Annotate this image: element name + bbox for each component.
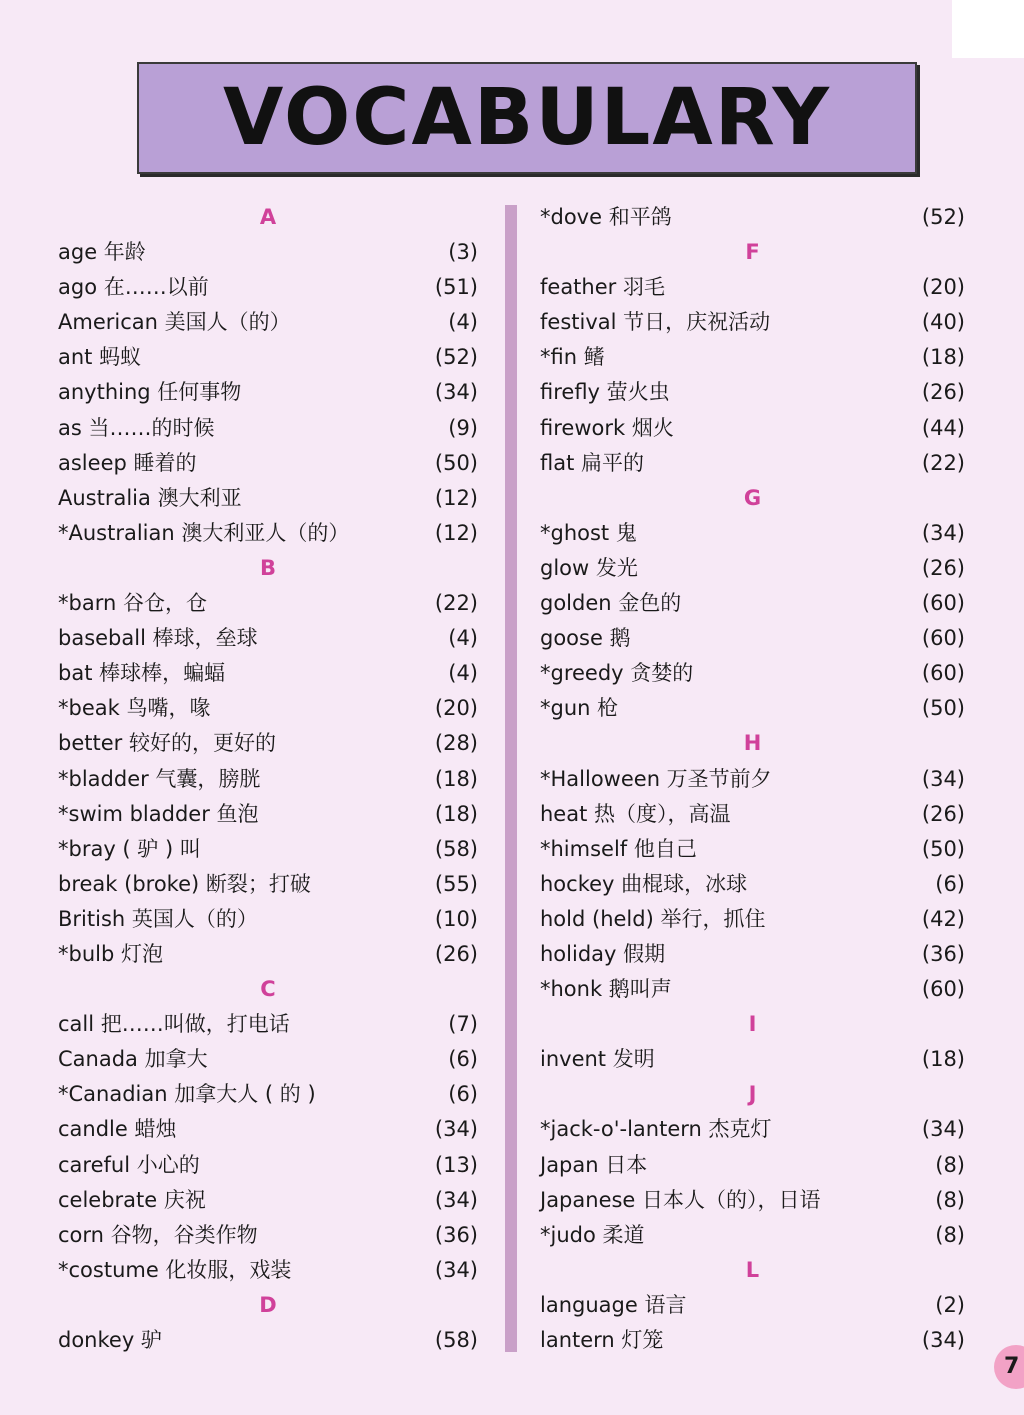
entry-word: *bladder 气囊，膀胱 bbox=[58, 766, 261, 791]
entry-word: *gun 枪 bbox=[540, 696, 619, 721]
entry-word: anything 任何事物 bbox=[58, 380, 242, 405]
letter-heading: D bbox=[259, 1292, 277, 1317]
vocabulary-entry bbox=[58, 726, 478, 761]
entry-word: *Canadian 加拿大人 ( 的 ) bbox=[58, 1082, 316, 1107]
entry-page-ref: (9) bbox=[448, 415, 478, 440]
vocabulary-entry bbox=[540, 1112, 965, 1147]
vocabulary-entry bbox=[540, 937, 965, 972]
entry-page-ref: (44) bbox=[921, 415, 965, 440]
entry-word: Australia 澳大利亚 bbox=[58, 485, 242, 510]
vocabulary-entry bbox=[540, 446, 965, 481]
letter-heading: C bbox=[260, 977, 276, 1002]
entry-page-ref: (58) bbox=[434, 1328, 478, 1352]
entry-word: break (broke) 断裂；打破 bbox=[58, 871, 311, 896]
vocabulary-entry bbox=[58, 832, 478, 867]
vocabulary-column-left bbox=[58, 200, 478, 1358]
vocabulary-entry bbox=[58, 1183, 478, 1218]
vocabulary-entry bbox=[540, 1148, 965, 1183]
entry-word: lantern 灯笼 bbox=[540, 1328, 664, 1352]
entry-word: candle 蜡烛 bbox=[58, 1117, 177, 1142]
entry-word: *bray ( 驴 ) 叫 bbox=[58, 836, 201, 861]
vocabulary-entry bbox=[540, 551, 965, 586]
vocabulary-entry bbox=[540, 902, 965, 937]
entry-page-ref: (8) bbox=[935, 1187, 965, 1212]
entry-word: bat 棒球棒，蝙蝠 bbox=[58, 661, 226, 686]
entry-page-ref: (55) bbox=[434, 871, 478, 896]
vocabulary-entry bbox=[540, 1183, 965, 1218]
entry-word: baseball 棒球，垒球 bbox=[58, 626, 258, 651]
entry-page-ref: (50) bbox=[921, 696, 965, 721]
entry-word: *himself 他自己 bbox=[540, 836, 697, 861]
entry-page-ref: (6) bbox=[935, 871, 965, 896]
entry-page-ref: (26) bbox=[921, 555, 965, 580]
vocabulary-entry bbox=[58, 762, 478, 797]
entry-page-ref: (40) bbox=[921, 310, 965, 335]
vocabulary-entry bbox=[540, 305, 965, 340]
entry-word: *dove 和平鸽 bbox=[540, 205, 672, 229]
entry-word: celebrate 庆祝 bbox=[58, 1187, 206, 1212]
entry-page-ref: (8) bbox=[935, 1152, 965, 1177]
entry-word: corn 谷物，谷类作物 bbox=[58, 1222, 258, 1247]
vocabulary-entry bbox=[58, 1007, 478, 1042]
vocabulary-entry bbox=[58, 656, 478, 691]
entry-word: asleep 睡着的 bbox=[58, 450, 197, 475]
vocabulary-entry bbox=[540, 691, 965, 726]
entry-word: *greedy 贪婪的 bbox=[540, 661, 694, 686]
vocabulary-entry bbox=[58, 1148, 478, 1183]
entry-page-ref: (34) bbox=[434, 380, 478, 405]
entry-page-ref: (26) bbox=[434, 941, 478, 966]
vocabulary-entry bbox=[540, 797, 965, 832]
entry-page-ref: (34) bbox=[921, 520, 965, 545]
vocabulary-entry bbox=[58, 305, 478, 340]
entry-word: firefly 萤火虫 bbox=[540, 380, 670, 405]
letter-heading: B bbox=[259, 555, 276, 580]
entry-word: *Australian 澳大利亚人（的） bbox=[58, 520, 350, 545]
vocabulary-entry bbox=[540, 972, 965, 1007]
entry-page-ref: (42) bbox=[921, 906, 965, 931]
vocabulary-entry bbox=[58, 481, 478, 516]
entry-page-ref: (22) bbox=[921, 450, 965, 475]
entry-page-ref: (34) bbox=[921, 1117, 965, 1142]
page-title: VOCABULARY bbox=[222, 73, 832, 163]
entry-word: *costume 化妆服，戏装 bbox=[58, 1257, 292, 1282]
vocabulary-entry bbox=[540, 762, 965, 797]
entry-word: language 语言 bbox=[540, 1292, 687, 1317]
entry-word: ant 蚂蚁 bbox=[58, 345, 142, 370]
page-number-tab bbox=[994, 1345, 1024, 1389]
vocabulary-entry bbox=[58, 902, 478, 937]
entry-page-ref: (6) bbox=[448, 1047, 478, 1072]
entry-page-ref: (22) bbox=[434, 591, 478, 616]
vocabulary-entry bbox=[58, 1253, 478, 1288]
entry-word: call 把……叫做，打电话 bbox=[58, 1012, 290, 1037]
vocabulary-entry bbox=[540, 867, 965, 902]
entry-word: flat 扁平的 bbox=[540, 450, 645, 475]
vocabulary-entry bbox=[540, 1218, 965, 1253]
entry-page-ref: (52) bbox=[434, 345, 478, 370]
entry-page-ref: (4) bbox=[448, 661, 478, 686]
page-number: 7 bbox=[1004, 1354, 1020, 1379]
entry-word: festival 节日，庆祝活动 bbox=[540, 310, 771, 335]
entry-page-ref: (60) bbox=[921, 977, 965, 1002]
letter-heading: H bbox=[743, 731, 762, 756]
vocabulary-entry bbox=[58, 867, 478, 902]
entry-word: feather 羽毛 bbox=[540, 275, 665, 300]
vocabulary-entry bbox=[58, 375, 478, 410]
entry-word: *jack-o'-lantern 杰克灯 bbox=[540, 1117, 772, 1142]
entry-word: *barn 谷仓，仓 bbox=[58, 591, 207, 616]
entry-word: Japan 日本 bbox=[540, 1152, 648, 1177]
vocabulary-entry bbox=[540, 1288, 965, 1323]
entry-page-ref: (34) bbox=[434, 1257, 478, 1282]
entry-word: *beak 鸟嘴，喙 bbox=[58, 696, 211, 721]
vocabulary-entry bbox=[58, 1077, 478, 1112]
entry-word: better 较好的，更好的 bbox=[58, 731, 276, 756]
vocabulary-entry bbox=[540, 516, 965, 551]
letter-heading: A bbox=[259, 205, 277, 229]
entry-word: goose 鹅 bbox=[540, 626, 631, 651]
vocabulary-column-right bbox=[540, 200, 965, 1358]
entry-word: firework 烟火 bbox=[540, 415, 674, 440]
vocabulary-entry bbox=[540, 1042, 965, 1077]
entry-page-ref: (60) bbox=[921, 591, 965, 616]
entry-page-ref: (18) bbox=[921, 1047, 965, 1072]
letter-heading: L bbox=[745, 1257, 760, 1282]
vocabulary-entry bbox=[540, 656, 965, 691]
entry-page-ref: (12) bbox=[434, 520, 478, 545]
entry-page-ref: (13) bbox=[434, 1152, 478, 1177]
entry-word: hockey 曲棍球，冰球 bbox=[540, 871, 748, 896]
vocabulary-entry bbox=[58, 516, 478, 551]
entry-word: *Halloween 万圣节前夕 bbox=[540, 766, 772, 791]
entry-word: American 美国人（的） bbox=[58, 310, 291, 335]
letter-heading: F bbox=[745, 240, 760, 265]
vocabulary-entry bbox=[58, 1218, 478, 1253]
entry-word: *ghost 鬼 bbox=[540, 520, 637, 545]
letter-heading: I bbox=[748, 1012, 757, 1037]
entry-page-ref: (50) bbox=[434, 450, 478, 475]
vocabulary-entry bbox=[58, 621, 478, 656]
entry-word: golden 金色的 bbox=[540, 591, 682, 616]
vocabulary-entry bbox=[58, 411, 478, 446]
entry-page-ref: (52) bbox=[921, 205, 965, 229]
entry-page-ref: (34) bbox=[434, 1187, 478, 1212]
vocabulary-entry bbox=[540, 621, 965, 656]
entry-word: as 当……的时候 bbox=[58, 415, 215, 440]
entry-page-ref: (4) bbox=[448, 310, 478, 335]
entry-page-ref: (18) bbox=[434, 801, 478, 826]
vocabulary-entry bbox=[58, 1112, 478, 1147]
entry-page-ref: (20) bbox=[921, 275, 965, 300]
entry-word: holiday 假期 bbox=[540, 941, 666, 966]
entry-word: *fin 鳍 bbox=[540, 345, 605, 370]
vocabulary-entry bbox=[58, 1323, 478, 1358]
entry-page-ref: (58) bbox=[434, 836, 478, 861]
entry-word: careful 小心的 bbox=[58, 1152, 200, 1177]
vocabulary-entry bbox=[540, 1323, 965, 1358]
entry-word: age 年龄 bbox=[58, 240, 146, 265]
entry-word: heat 热（度），高温 bbox=[540, 801, 731, 826]
entry-word: donkey 驴 bbox=[58, 1328, 162, 1352]
entry-page-ref: (20) bbox=[434, 696, 478, 721]
vocabulary-entry bbox=[58, 797, 478, 832]
vocabulary-entry bbox=[58, 446, 478, 481]
entry-page-ref: (36) bbox=[434, 1222, 478, 1247]
vocabulary-entry bbox=[58, 340, 478, 375]
vocabulary-entry bbox=[540, 586, 965, 621]
entry-page-ref: (34) bbox=[921, 1328, 965, 1352]
entry-page-ref: (18) bbox=[921, 345, 965, 370]
entry-page-ref: (60) bbox=[921, 626, 965, 651]
entry-word: ago 在……以前 bbox=[58, 275, 209, 300]
entry-word: Japanese 日本人（的），日语 bbox=[540, 1187, 821, 1212]
entry-word: invent 发明 bbox=[540, 1047, 655, 1072]
letter-heading: G bbox=[743, 485, 762, 510]
entry-page-ref: (12) bbox=[434, 485, 478, 510]
title-banner bbox=[137, 62, 917, 174]
entry-page-ref: (34) bbox=[921, 766, 965, 791]
entry-word: *judo 柔道 bbox=[540, 1222, 645, 1247]
entry-page-ref: (26) bbox=[921, 380, 965, 405]
entry-page-ref: (28) bbox=[434, 731, 478, 756]
entry-page-ref: (60) bbox=[921, 661, 965, 686]
vocabulary-entry bbox=[540, 411, 965, 446]
vocabulary-entry bbox=[58, 691, 478, 726]
entry-page-ref: (50) bbox=[921, 836, 965, 861]
entry-page-ref: (51) bbox=[434, 275, 478, 300]
column-divider bbox=[505, 205, 517, 1352]
entry-page-ref: (34) bbox=[434, 1117, 478, 1142]
entry-page-ref: (2) bbox=[935, 1292, 965, 1317]
entry-page-ref: (7) bbox=[448, 1012, 478, 1037]
vocabulary-entry bbox=[540, 200, 965, 235]
vocabulary-entry bbox=[58, 937, 478, 972]
vocabulary-entry bbox=[540, 832, 965, 867]
entry-word: *bulb 灯泡 bbox=[58, 941, 163, 966]
entry-word: Canada 加拿大 bbox=[58, 1047, 208, 1072]
entry-word: British 英国人（的） bbox=[58, 906, 258, 931]
entry-page-ref: (26) bbox=[921, 801, 965, 826]
corner-blank bbox=[952, 0, 1024, 58]
entry-word: *honk 鹅叫声 bbox=[540, 977, 672, 1002]
entry-word: glow 发光 bbox=[540, 555, 638, 580]
vocabulary-entry bbox=[58, 586, 478, 621]
entry-page-ref: (8) bbox=[935, 1222, 965, 1247]
entry-page-ref: (6) bbox=[448, 1082, 478, 1107]
entry-page-ref: (36) bbox=[921, 941, 965, 966]
vocabulary-entry bbox=[58, 270, 478, 305]
vocabulary-entry bbox=[540, 375, 965, 410]
entry-page-ref: (10) bbox=[434, 906, 478, 931]
vocabulary-entry bbox=[58, 235, 478, 270]
entry-page-ref: (18) bbox=[434, 766, 478, 791]
vocabulary-entry bbox=[540, 340, 965, 375]
entry-word: *swim bladder 鱼泡 bbox=[58, 801, 259, 826]
entry-page-ref: (4) bbox=[448, 626, 478, 651]
entry-page-ref: (3) bbox=[448, 240, 478, 265]
vocabulary-entry bbox=[58, 1042, 478, 1077]
entry-word: hold (held) 举行，抓住 bbox=[540, 906, 766, 931]
vocabulary-entry bbox=[540, 270, 965, 305]
letter-heading: J bbox=[748, 1082, 757, 1107]
